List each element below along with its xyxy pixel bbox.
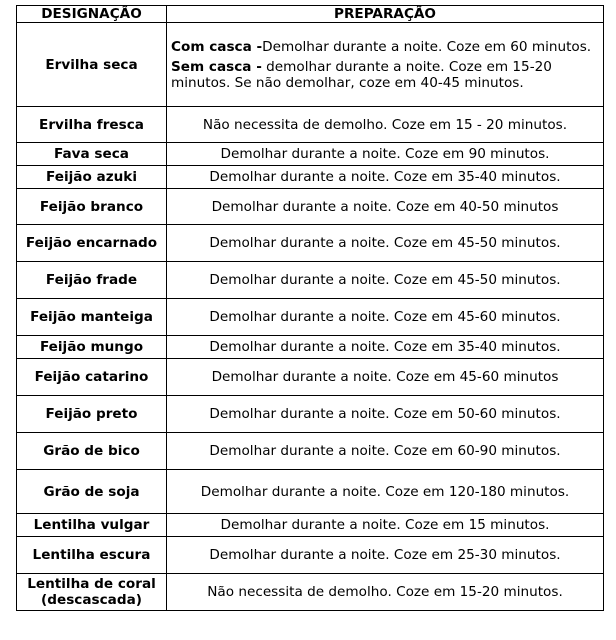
row-name: Ervilha fresca xyxy=(17,107,167,143)
row-name: Lentilha de coral (descascada) xyxy=(17,574,167,611)
prep-without-husk xyxy=(171,59,601,91)
table-row xyxy=(17,336,604,359)
table-row xyxy=(17,143,604,166)
prep-without-husk-text: demolhar durante a noite. Coze em 15-20 minutos. Se não demolhar, coze em 40-45 minutos. xyxy=(171,58,552,91)
table-row xyxy=(17,107,604,143)
table-row xyxy=(17,225,604,262)
table-row xyxy=(17,299,604,336)
table-row xyxy=(17,23,604,107)
table-row xyxy=(17,396,604,433)
row-prep: Demolhar durante a noite. Coze em 50-60 minutos. xyxy=(167,396,604,433)
row-name: Feijão branco xyxy=(17,189,167,225)
prep-without-husk-label: Sem casca - xyxy=(171,58,262,75)
row-prep: Não necessita de demolho. Coze em 15 - 20 minutos. xyxy=(167,107,604,143)
table-row xyxy=(17,537,604,574)
header-row xyxy=(17,6,604,23)
row-prep: Demolhar durante a noite. Coze em 90 minutos. xyxy=(167,143,604,166)
table-row xyxy=(17,166,604,189)
row-name: Feijão frade xyxy=(17,262,167,299)
row-prep: Demolhar durante a noite. Coze em 15 minutos. xyxy=(167,514,604,537)
row-name: Fava seca xyxy=(17,143,167,166)
row-prep: Demolhar durante a noite. Coze em 35-40 minutos. xyxy=(167,336,604,359)
table-row xyxy=(17,262,604,299)
row-prep: Demolhar durante a noite. Coze em 45-60 minutos. xyxy=(167,299,604,336)
header-preparacao: PREPARAÇÃO xyxy=(167,6,604,23)
header-designacao: DESIGNAÇÃO xyxy=(17,6,167,23)
legume-table xyxy=(16,5,604,611)
row-prep: Demolhar durante a noite. Coze em 45-50 minutos. xyxy=(167,225,604,262)
row-prep: Demolhar durante a noite. Coze em 45-60 minutos xyxy=(167,359,604,396)
row-name: Feijão catarino xyxy=(17,359,167,396)
row-prep xyxy=(167,23,604,107)
row-prep: Demolhar durante a noite. Coze em 35-40 minutos. xyxy=(167,166,604,189)
row-name: Lentilha escura xyxy=(17,537,167,574)
table-row xyxy=(17,189,604,225)
row-name: Ervilha seca xyxy=(17,23,167,107)
row-prep: Demolhar durante a noite. Coze em 40-50 minutos xyxy=(167,189,604,225)
row-prep: Não necessita de demolho. Coze em 15-20 minutos. xyxy=(167,574,604,611)
row-name: Feijão encarnado xyxy=(17,225,167,262)
row-prep: Demolhar durante a noite. Coze em 60-90 minutos. xyxy=(167,433,604,470)
row-name: Feijão mungo xyxy=(17,336,167,359)
table-row xyxy=(17,574,604,611)
table-row xyxy=(17,359,604,396)
row-name: Feijão manteiga xyxy=(17,299,167,336)
table-row xyxy=(17,470,604,514)
row-prep: Demolhar durante a noite. Coze em 45-50 minutos. xyxy=(167,262,604,299)
table-row xyxy=(17,433,604,470)
prep-with-husk xyxy=(171,39,601,55)
table-row xyxy=(17,514,604,537)
row-name: Lentilha vulgar xyxy=(17,514,167,537)
row-name: Feijão azuki xyxy=(17,166,167,189)
row-name: Feijão preto xyxy=(17,396,167,433)
prep-with-husk-text: Demolhar durante a noite. Coze em 60 minutos. xyxy=(262,38,592,55)
row-name: Grão de soja xyxy=(17,470,167,514)
prep-with-husk-label: Com casca - xyxy=(171,38,263,55)
row-name: Grão de bico xyxy=(17,433,167,470)
row-prep: Demolhar durante a noite. Coze em 25-30 minutos. xyxy=(167,537,604,574)
row-prep: Demolhar durante a noite. Coze em 120-180 minutos. xyxy=(167,470,604,514)
